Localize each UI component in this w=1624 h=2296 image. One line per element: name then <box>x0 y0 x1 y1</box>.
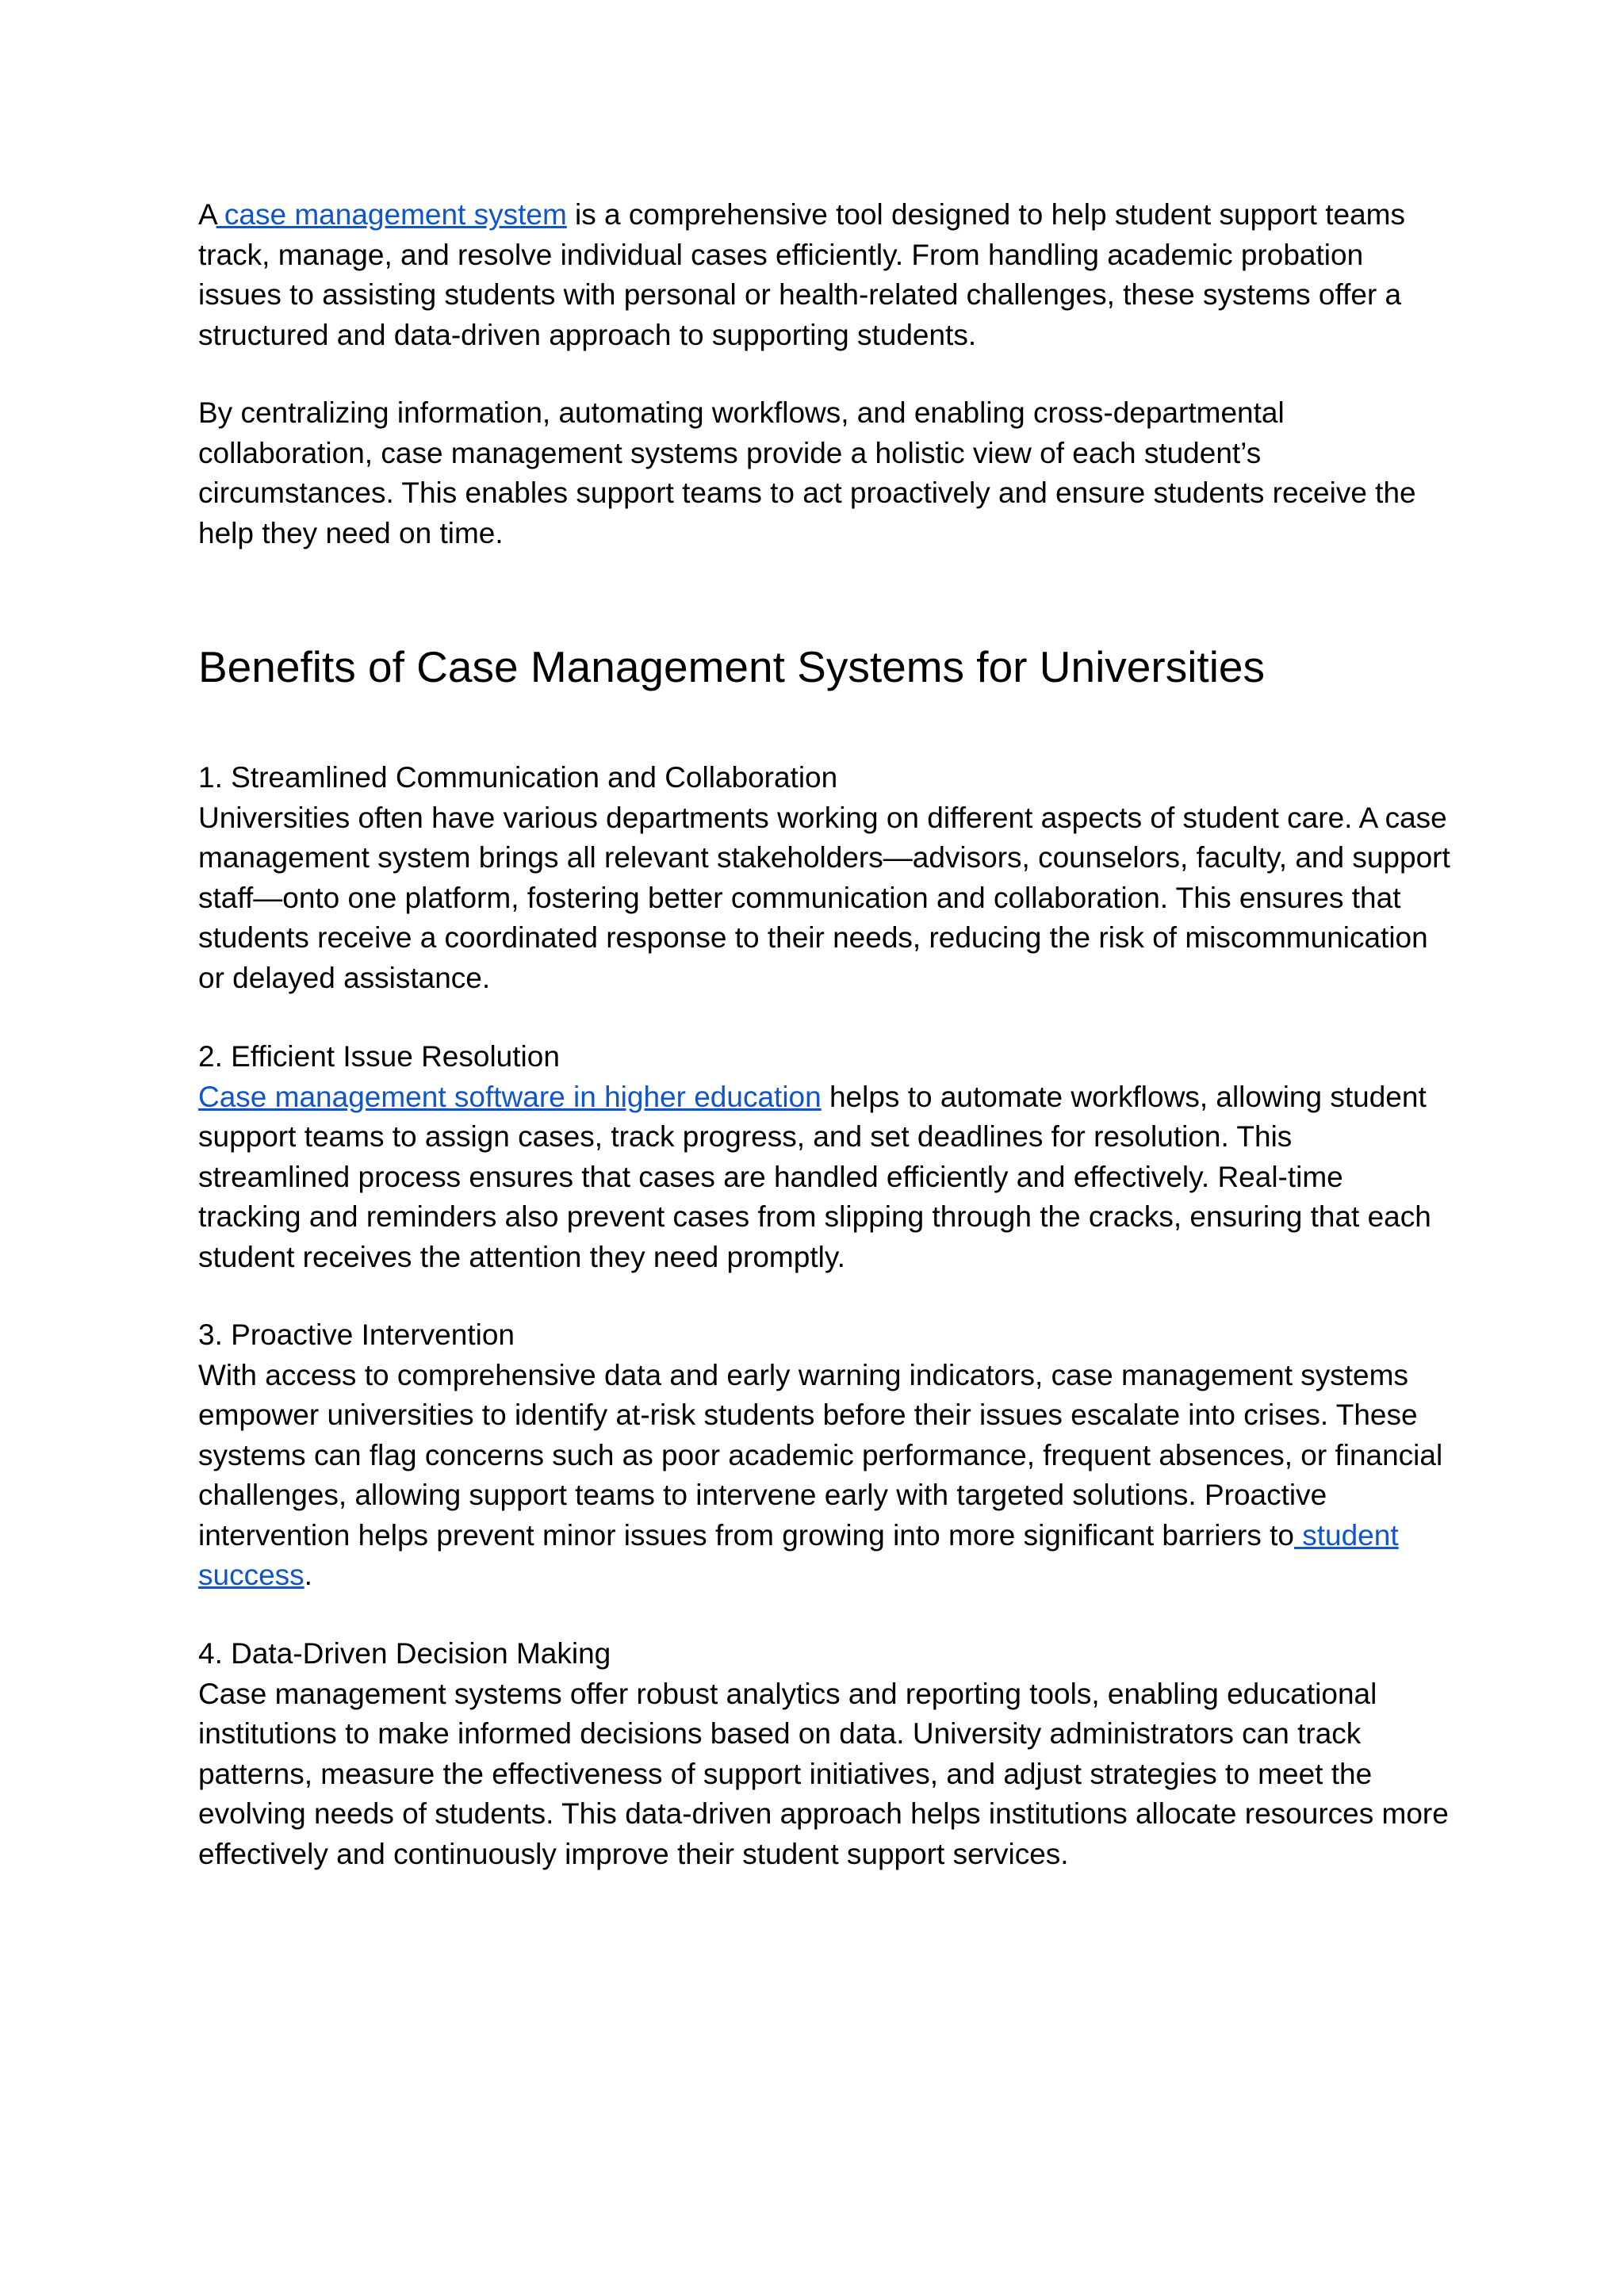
benefit-section-3 <box>198 1315 1451 1596</box>
case-management-software-link[interactable]: Case management software in higher education <box>198 1080 822 1113</box>
student-success-link[interactable]: student success <box>198 1518 1399 1591</box>
benefit-body: Case management systems offer robust analytics and reporting tools, enabling educational institutions to make informed decisions based on data. University administrators can track patterns, measure the effectiveness of support initiatives, and adjust strategies to meet the evolving needs of students. This data-driven approach helps institutions allocate resources more effectively and continuously improve their student support services. <box>198 1677 1449 1870</box>
benefit-heading: 3. Proactive Intervention <box>198 1318 515 1351</box>
benefit-body: Universities often have various departments working on different aspects of student care. A case management system brings all relevant stakeholders—advisors, counselors, faculty, and support staff—onto one platform, fostering better communication and collaboration. This ensures that students receive a coordinated response to their needs, reducing the risk of miscommunication or delayed assistance. <box>198 801 1450 994</box>
benefit-body-end: . <box>304 1559 312 1591</box>
benefit-section-4 <box>198 1634 1451 1874</box>
benefit-heading: 4. Data-Driven Decision Making <box>198 1637 611 1670</box>
section-title: Benefits of Case Management Systems for Universities <box>198 642 1266 691</box>
benefit-body: With access to comprehensive data and early warning indicators, case management systems empower universities to identify at-risk students before their issues escalate into crises. These systems can flag concerns such as poor academic performance, frequent absences, or financial challenges, allowing support teams to intervene early with targeted solutions. Proactive intervention helps prevent minor issues from growing into more significant barriers to <box>198 1358 1443 1552</box>
case-management-system-link[interactable]: case management system <box>216 198 567 231</box>
intro-paragraph-1 <box>198 195 1451 355</box>
benefit-body: helps to automate workflows, allowing student support teams to assign cases, track progress, and set deadlines for resolution. This streamlined process ensures that cases are handled efficiently and effectively. Real-time tracking and reminders also prevent cases from slipping through the cracks, ensuring that each student receives the attention they need promptly. <box>198 1080 1431 1273</box>
benefit-heading: 2. Efficient Issue Resolution <box>198 1040 560 1073</box>
intro-paragraph-2: By centralizing information, automating workflows, and enabling cross-departmental collaboration, case management systems provide a holistic view of each student’s circumstances. This enables support teams to act proactively and ensure students receive the help they need on time. <box>198 396 1416 549</box>
intro-text-after-link: is a comprehensive tool designed to help student support teams track, manage, and resolve individual cases efficiently. From handling academic probation issues to assisting students with personal or health-related challenges, these systems offer a structured and data-driven approach to supporting students. <box>198 198 1405 351</box>
benefit-section-1 <box>198 758 1451 998</box>
benefit-section-2 <box>198 1037 1451 1277</box>
benefit-heading: 1. Streamlined Communication and Collaboration <box>198 761 838 794</box>
intro-text-before-link: A <box>198 198 216 231</box>
